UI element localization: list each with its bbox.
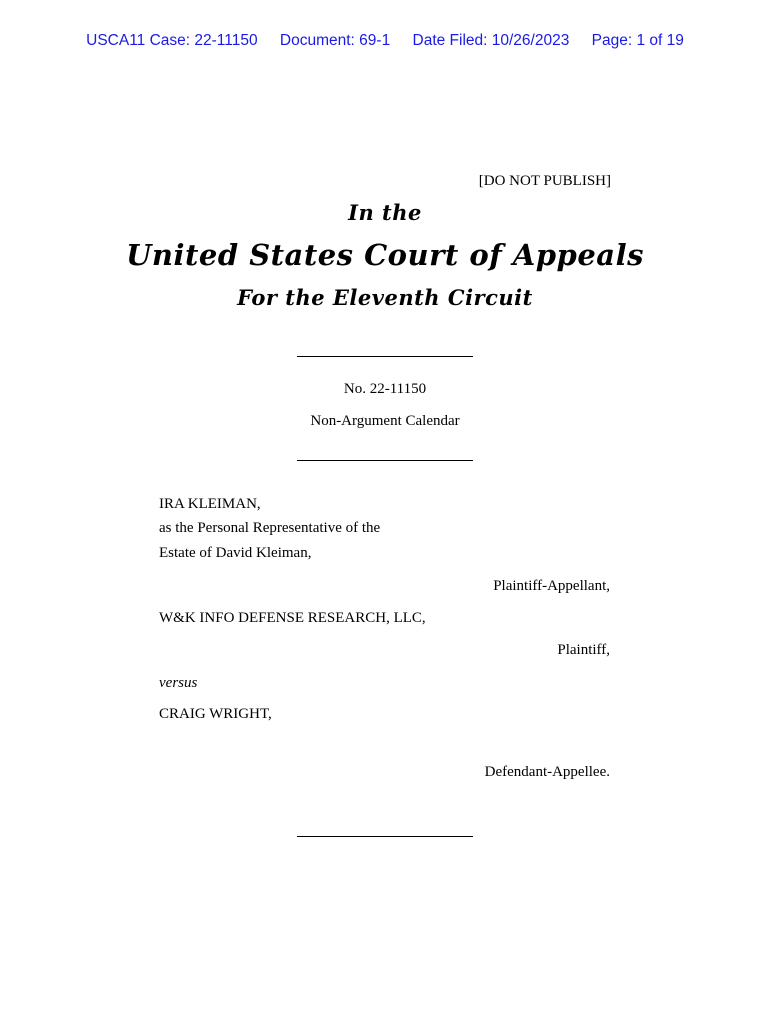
defendant-name: CRAIG WRIGHT, <box>159 706 272 722</box>
filing-header <box>0 32 770 50</box>
page-stamp: Page: 1 of 19 <box>591 32 684 49</box>
publish-notice: [DO NOT PUBLISH] <box>478 173 611 189</box>
case-stamp: USCA11 Case: 22-11150 <box>86 32 258 49</box>
date-filed-stamp: Date Filed: 10/26/2023 <box>412 32 570 49</box>
case-number: No. 22-11150 <box>343 381 427 397</box>
plaintiff1-description-line1: as the Personal Representative of the <box>159 520 381 536</box>
court-name: United States Court of Appeals <box>126 238 644 272</box>
versus-label: versus <box>159 675 198 691</box>
plaintiff2-name: W&K INFO DEFENSE RESEARCH, LLC, <box>159 610 426 626</box>
calendar-type: Non-Argument Calendar <box>310 413 460 429</box>
divider-bottom <box>297 836 473 837</box>
court-line-in-the: In the <box>348 200 422 225</box>
plaintiff1-role: Plaintiff-Appellant, <box>493 578 610 594</box>
plaintiff2-role: Plaintiff, <box>557 642 610 658</box>
defendant-role: Defendant-Appellee. <box>484 764 610 780</box>
circuit-name: For the Eleventh Circuit <box>237 285 533 310</box>
plaintiff1-description-line2: Estate of David Kleiman, <box>159 545 312 561</box>
plaintiff1-name: IRA KLEIMAN, <box>159 496 261 512</box>
divider-top <box>297 356 473 357</box>
document-stamp: Document: 69-1 <box>279 32 391 49</box>
divider-middle <box>297 460 473 461</box>
